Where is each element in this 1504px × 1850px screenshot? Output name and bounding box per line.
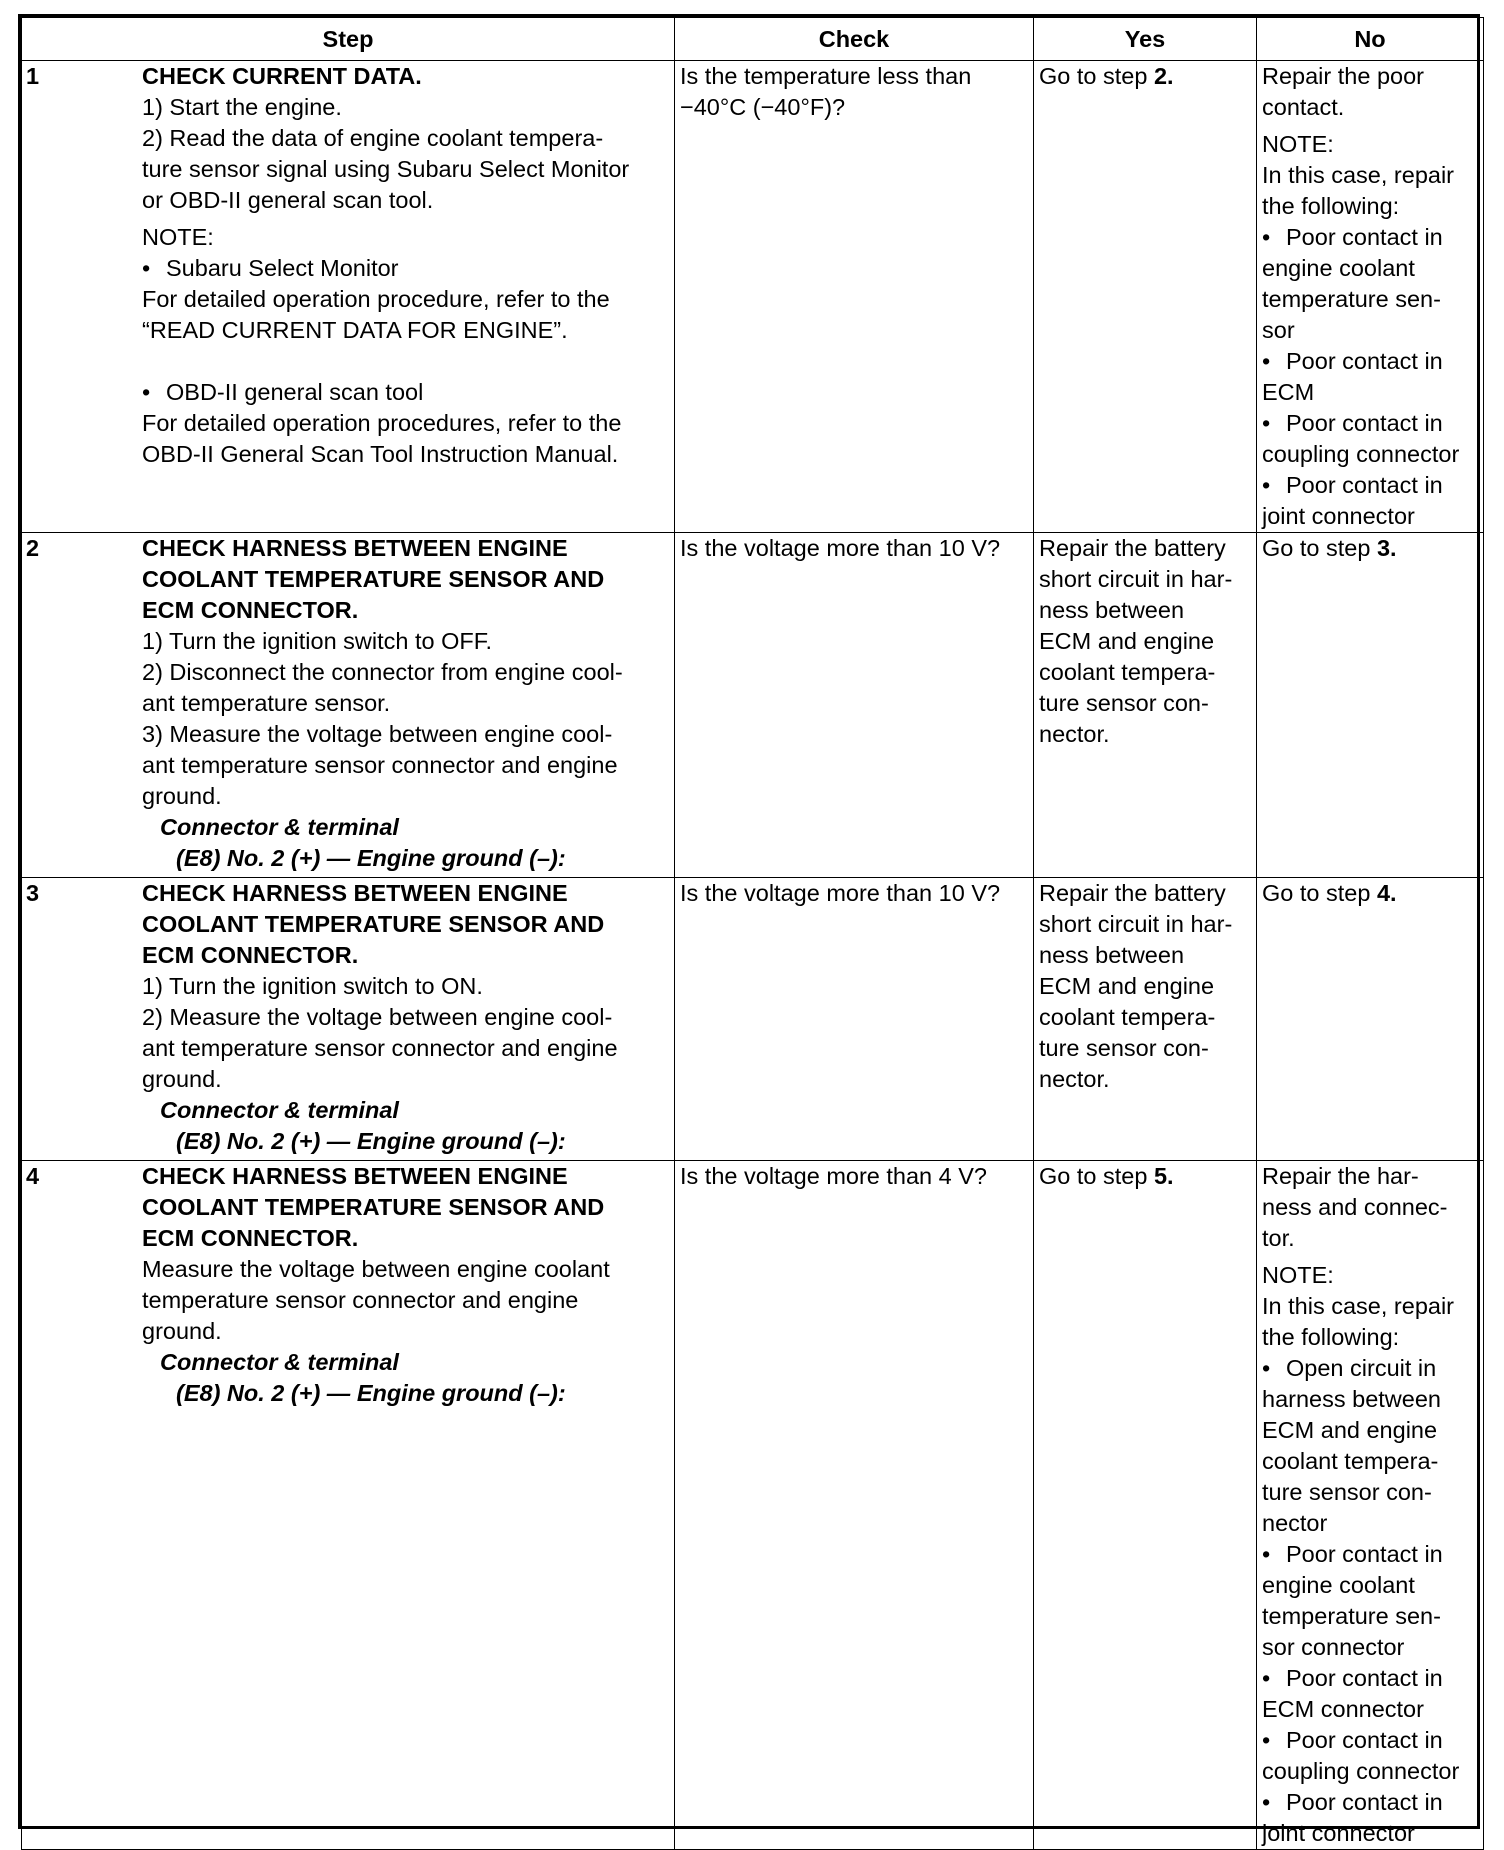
yes-text: Go to step [1039,1163,1154,1189]
check-text: Is the voltage more than 10 V? [680,535,1001,561]
step-line: 2) Read the data of engine coolant tempera- [142,125,604,151]
no-text: Go to step [1262,880,1377,906]
yes-line: coolant tempera- [1039,1004,1216,1030]
check-text: −40°C (−40°F)? [680,94,846,120]
step-line: ground. [142,1318,222,1344]
yes-line: ness between [1039,942,1185,968]
step-title: CHECK HARNESS BETWEEN ENGINE [142,535,568,561]
header-check: Check [675,18,1034,61]
no-cell [1257,61,1484,533]
no-line: coupling connector [1262,441,1460,467]
yes-line: nector. [1039,1066,1110,1092]
yes-line: nector. [1039,721,1110,747]
no-step-ref: 4. [1376,880,1397,906]
no-note-label: NOTE: [1262,131,1334,157]
note-bullet: • OBD-II general scan tool [142,377,668,408]
yes-line: ECM and engine [1039,628,1215,654]
step-number: 1 [26,63,40,89]
yes-step-ref: 2. [1153,63,1174,89]
step-line: ant temperature sensor connector and engine [142,1035,618,1061]
check-text: Is the voltage more than 4 V? [680,1163,987,1189]
yes-line: coolant tempera- [1039,659,1216,685]
step-line: OBD-II General Scan Tool Instruction Manual. [142,441,619,467]
no-bullet: • Poor contact in [1262,1539,1481,1570]
no-line: joint connector [1262,1820,1415,1846]
connector-terminal-label: Connector & terminal [160,1097,399,1123]
step-line: ground. [142,1066,222,1092]
no-line: ture sensor con- [1262,1479,1432,1505]
yes-line: ECM and engine [1039,973,1215,999]
connector-terminal-spec: (E8) No. 2 (+) — Engine ground (–): [176,845,566,871]
step-title: ECM CONNECTOR. [142,597,359,623]
no-line: joint connector [1262,503,1415,529]
step-line: 1) Turn the ignition switch to OFF. [142,628,493,654]
no-line: ECM connector [1262,1696,1424,1722]
step-line: ant temperature sensor connector and engine [142,752,618,778]
no-line: engine coolant [1262,255,1415,281]
no-line: the following: [1262,1324,1400,1350]
table-row [22,878,1484,1161]
yes-cell [1034,1161,1257,1850]
step-body [142,533,668,874]
step-number: 3 [26,880,40,906]
yes-line: ture sensor con- [1039,1035,1209,1061]
no-line: Repair the har- [1262,1163,1419,1189]
no-line: ness and connec- [1262,1194,1448,1220]
no-line: ECM and engine [1262,1417,1438,1443]
yes-step-ref: 5. [1153,1163,1174,1189]
no-bullet: • Poor contact in [1262,408,1481,439]
step-title: COOLANT TEMPERATURE SENSOR AND [142,911,605,937]
step-line: For detailed operation procedures, refer to the [142,410,622,436]
step-line: ground. [142,783,222,809]
yes-line: Repair the battery [1039,535,1226,561]
no-line: contact. [1262,94,1345,120]
no-bullet: • Poor contact in [1262,1787,1481,1818]
check-text: Is the voltage more than 10 V? [680,880,1001,906]
table-row [22,533,1484,878]
step-body [142,878,668,1157]
diagnostic-table-sheet [18,14,1480,1846]
table-row [22,1161,1484,1850]
step-line: 3) Measure the voltage between engine cool- [142,721,613,747]
no-text: Go to step [1262,535,1377,561]
step-number: 4 [26,1163,40,1189]
no-bullet: • Poor contact in [1262,470,1481,501]
connector-terminal-spec: (E8) No. 2 (+) — Engine ground (–): [176,1380,566,1406]
step-number: 2 [26,535,40,561]
step-title: CHECK CURRENT DATA. [142,63,422,89]
no-bullet: • Poor contact in [1262,1663,1481,1694]
connector-terminal-label: Connector & terminal [160,814,399,840]
step-cell [22,878,675,1161]
step-line: “READ CURRENT DATA FOR ENGINE”. [142,317,568,343]
step-title: ECM CONNECTOR. [142,942,359,968]
no-line: engine coolant [1262,1572,1415,1598]
check-cell [675,533,1034,878]
yes-cell [1034,533,1257,878]
step-title: COOLANT TEMPERATURE SENSOR AND [142,1194,605,1220]
no-line: sor [1262,317,1295,343]
step-line: 1) Start the engine. [142,94,342,120]
yes-line: Repair the battery [1039,880,1226,906]
no-line: temperature sen- [1262,1603,1441,1629]
yes-line: short circuit in har- [1039,566,1233,592]
step-title: CHECK HARNESS BETWEEN ENGINE [142,880,568,906]
note-label: NOTE: [142,224,214,250]
no-line: tor. [1262,1225,1295,1251]
step-title: CHECK HARNESS BETWEEN ENGINE [142,1163,568,1189]
no-bullet: • Open circuit in [1262,1353,1481,1384]
table-row [22,61,1484,533]
no-cell [1257,533,1484,878]
no-line: sor connector [1262,1634,1405,1660]
step-title: ECM CONNECTOR. [142,1225,359,1251]
no-bullet: • Poor contact in [1262,346,1481,377]
yes-line: ture sensor con- [1039,690,1209,716]
yes-text: Go to step [1039,63,1154,89]
yes-line: ness between [1039,597,1185,623]
no-cell [1257,878,1484,1161]
connector-terminal-label: Connector & terminal [160,1349,399,1375]
no-bullet: • Poor contact in [1262,1725,1481,1756]
step-cell [22,1161,675,1850]
no-line: the following: [1262,193,1400,219]
header-no: No [1257,18,1484,61]
step-line: Measure the voltage between engine coolant [142,1256,610,1282]
step-body [142,61,668,470]
check-cell [675,878,1034,1161]
yes-cell [1034,878,1257,1161]
step-line: temperature sensor connector and engine [142,1287,579,1313]
no-line: ECM [1262,379,1315,405]
check-cell [675,61,1034,533]
step-line: 2) Measure the voltage between engine cool- [142,1004,613,1030]
header-step: Step [22,18,675,61]
no-line: In this case, repair [1262,1293,1455,1319]
step-line: 2) Disconnect the connector from engine cool- [142,659,623,685]
no-line: harness between [1262,1386,1441,1412]
step-line: or OBD-II general scan tool. [142,187,434,213]
header-row [22,18,1484,61]
note-bullet: • Subaru Select Monitor [142,253,668,284]
step-line: 1) Turn the ignition switch to ON. [142,973,483,999]
no-line: temperature sen- [1262,286,1441,312]
no-line: coupling connector [1262,1758,1460,1784]
header-yes: Yes [1034,18,1257,61]
no-line: Repair the poor [1262,63,1424,89]
connector-terminal-spec: (E8) No. 2 (+) — Engine ground (–): [176,1128,566,1154]
step-line: For detailed operation procedure, refer to the [142,286,610,312]
no-line: nector [1262,1510,1328,1536]
step-line: ture sensor signal using Subaru Select Monitor [142,156,630,182]
yes-cell [1034,61,1257,533]
step-cell [22,533,675,878]
no-cell [1257,1161,1484,1850]
check-text: Is the temperature less than [680,63,972,89]
no-line: coolant tempera- [1262,1448,1439,1474]
no-note-label: NOTE: [1262,1262,1334,1288]
step-title: COOLANT TEMPERATURE SENSOR AND [142,566,605,592]
step-cell [22,61,675,533]
yes-line: short circuit in har- [1039,911,1233,937]
diagnostic-table [21,17,1484,1850]
no-bullet: • Poor contact in [1262,222,1481,253]
step-line: ant temperature sensor. [142,690,391,716]
no-step-ref: 3. [1376,535,1397,561]
no-line: In this case, repair [1262,162,1455,188]
check-cell [675,1161,1034,1850]
step-body [142,1161,668,1409]
